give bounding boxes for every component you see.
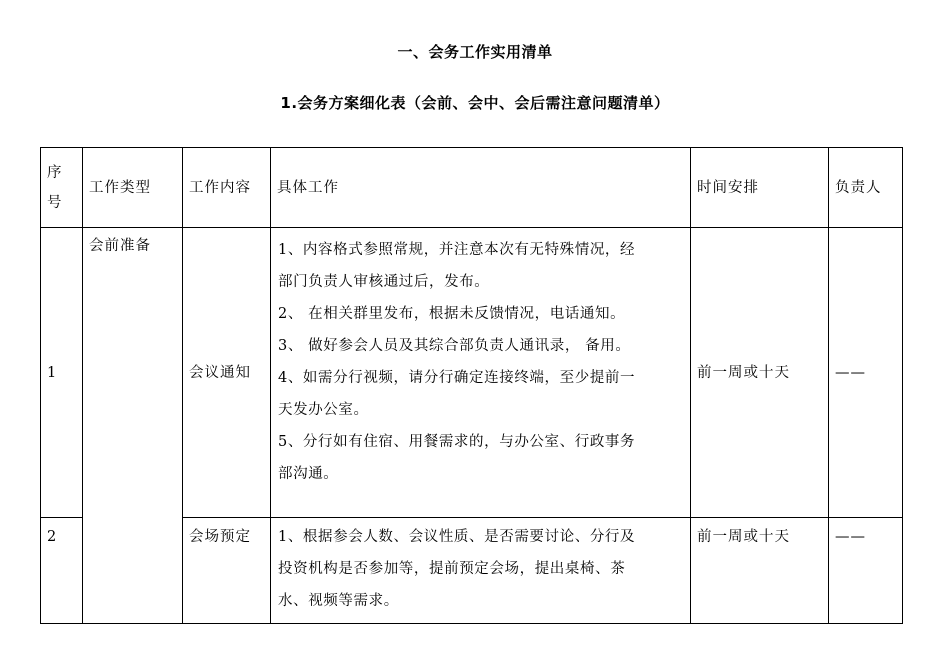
detail-line: 投资机构是否参加等，提前预定会场，提出桌椅、茶 (278, 561, 626, 577)
detail-line: 5、分行如有住宿、用餐需求的，与办公室、行政事务 (278, 434, 636, 450)
row-time: 前一周或十天 (691, 518, 829, 624)
detail-line: 天发办公室。 (278, 402, 369, 418)
row-seq: 1 (41, 228, 83, 518)
header-seq-line2: 号 (47, 194, 63, 211)
row-content: 会议通知 (183, 228, 271, 518)
row-content: 会场预定 (183, 518, 271, 624)
detail-line: 2、 在相关群里发布，根据未反馈情况，电话通知。 (278, 306, 626, 322)
detail-line: 水、视频等需求。 (278, 593, 399, 609)
row-detail (271, 518, 691, 624)
row-time: 前一周或十天 (691, 228, 829, 518)
header-time: 时间安排 (691, 148, 829, 228)
detail-line: 部沟通。 (278, 466, 339, 482)
detail-line: 部门负责人审核通过后，发布。 (278, 274, 490, 290)
detail-line: 3、 做好参会人员及其综合部负责人通讯录， 备用。 (278, 338, 631, 354)
detail-line: 4、如需分行视频，请分行确定连接终端，至少提前一 (278, 370, 636, 386)
row-owner: —— (829, 228, 903, 518)
table-row (41, 228, 903, 518)
detail-line: 1、内容格式参照常规，并注意本次有无特殊情况，经 (278, 242, 636, 258)
table-title: 1.会务方案细化表（会前、会中、会后需注意问题清单） (280, 94, 670, 112)
header-seq (41, 148, 83, 228)
row-detail (271, 228, 691, 518)
page-title: 一、会务工作实用清单 (397, 43, 553, 61)
header-detail: 具体工作 (271, 148, 691, 228)
header-seq-line1: 序 (47, 164, 63, 181)
header-type: 工作类型 (83, 148, 183, 228)
table-header-row (41, 148, 903, 228)
row-owner: —— (829, 518, 903, 624)
detail-line: 1、根据参会人数、会议性质、是否需要讨论、分行及 (278, 529, 636, 545)
header-owner: 负责人 (829, 148, 903, 228)
header-content: 工作内容 (183, 148, 271, 228)
row-category: 会前准备 (83, 228, 183, 624)
meeting-plan-table (40, 147, 903, 624)
row-seq: 2 (41, 518, 83, 624)
